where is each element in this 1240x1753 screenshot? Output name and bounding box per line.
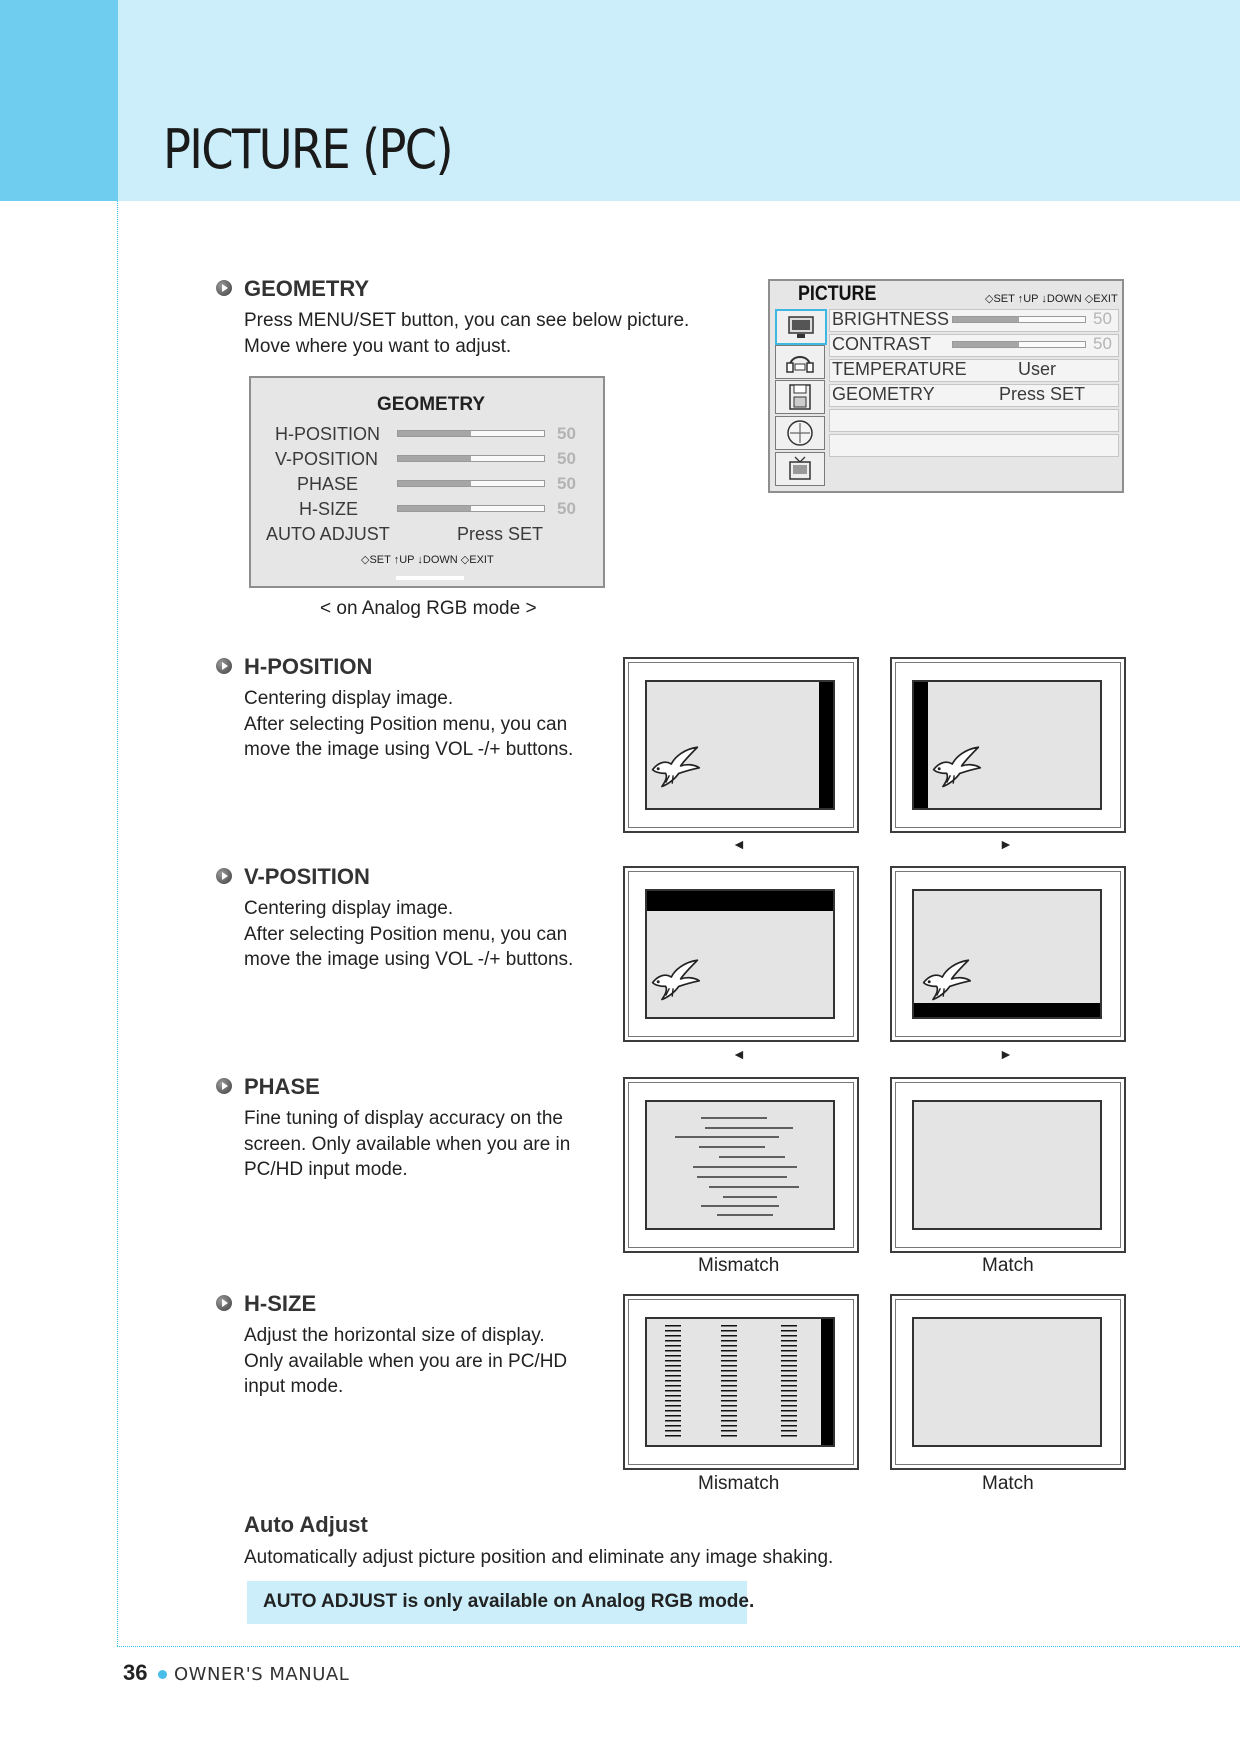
bullet-icon bbox=[216, 658, 232, 674]
h-size-description bbox=[244, 1323, 567, 1400]
h-size-slider[interactable] bbox=[397, 505, 545, 512]
phase-line-2: screen. Only available when you are in bbox=[244, 1133, 571, 1155]
hint-set: SET bbox=[369, 554, 391, 566]
geometry-description bbox=[244, 308, 689, 359]
v-position-value: 50 bbox=[557, 449, 576, 468]
hint-exit: EXIT bbox=[469, 554, 494, 566]
h-position-slider[interactable] bbox=[397, 430, 545, 437]
menu-item-contrast[interactable]: CONTRAST bbox=[832, 334, 931, 354]
h-size-mismatch-illustration bbox=[623, 1294, 859, 1470]
hint-exit: EXIT bbox=[1093, 293, 1118, 305]
brightness-value: 50 bbox=[1093, 309, 1112, 328]
bullet-icon bbox=[216, 1295, 232, 1311]
phase-line-3: PC/HD input mode. bbox=[244, 1159, 408, 1180]
hint-up: UP bbox=[399, 554, 415, 566]
picture-row-empty bbox=[829, 409, 1119, 432]
geometry-line-1: Press MENU/SET button, you can see below picture. bbox=[244, 310, 690, 331]
phase-description bbox=[244, 1106, 570, 1183]
geometry-menu bbox=[249, 376, 605, 588]
auto-adjust-title: Auto Adjust bbox=[244, 1512, 368, 1537]
h-size-stripe bbox=[721, 1325, 737, 1439]
h-position-right-illustration bbox=[890, 657, 1126, 833]
tv-icon[interactable] bbox=[775, 452, 825, 486]
h-size-line-3: input mode. bbox=[244, 1376, 344, 1397]
right-arrow-icon: ► bbox=[999, 836, 1013, 852]
auto-adjust-note: AUTO ADJUST is only available on Analog RGB mode. bbox=[263, 1591, 755, 1612]
h-size-mismatch-caption: Mismatch bbox=[698, 1473, 780, 1494]
menu-item-brightness[interactable]: BRIGHTNESS bbox=[832, 309, 950, 329]
hint-up: UP bbox=[1023, 293, 1039, 305]
menu-item-geometry[interactable]: GEOMETRY bbox=[832, 384, 935, 404]
clock-icon[interactable] bbox=[775, 416, 825, 450]
set-icon: ◇ bbox=[361, 554, 370, 566]
geometry-value: Press SET bbox=[999, 384, 1086, 404]
analog-rgb-caption: < on Analog RGB mode > bbox=[320, 598, 537, 619]
phase-match-caption: Match bbox=[982, 1255, 1034, 1276]
contrast-slider[interactable] bbox=[952, 341, 1086, 348]
h-position-left-illustration bbox=[623, 657, 859, 833]
left-arrow-icon: ◄ bbox=[732, 1046, 746, 1062]
bullet-icon bbox=[216, 868, 232, 884]
menu-item-auto-adjust[interactable]: AUTO ADJUST bbox=[266, 524, 390, 544]
bullet-icon bbox=[216, 280, 232, 296]
h-size-stripe bbox=[781, 1325, 797, 1439]
phase-mismatch-illustration bbox=[623, 1077, 859, 1253]
picture-menu-title: PICTURE bbox=[798, 282, 877, 305]
v-position-title: V-POSITION bbox=[244, 864, 370, 889]
hint-set: SET bbox=[993, 293, 1015, 305]
h-size-title: H-SIZE bbox=[244, 1291, 317, 1316]
phase-match-illustration bbox=[890, 1077, 1126, 1253]
brightness-slider[interactable] bbox=[952, 316, 1086, 323]
menu-item-v-position[interactable]: V-POSITION bbox=[275, 449, 379, 469]
picture-row-empty bbox=[829, 434, 1119, 457]
footer-dotted-line bbox=[117, 1646, 1240, 1647]
header-tab bbox=[0, 0, 118, 201]
menu-item-h-size[interactable]: H-SIZE bbox=[299, 499, 359, 519]
v-position-line-3: move the image using VOL -/+ buttons. bbox=[244, 949, 574, 970]
v-position-slider[interactable] bbox=[397, 455, 545, 462]
up-arrow-icon: ↑ bbox=[1017, 293, 1024, 305]
h-size-match-illustration bbox=[890, 1294, 1126, 1470]
v-position-line-1: Centering display image. bbox=[244, 898, 454, 919]
h-position-line-3: move the image using VOL -/+ buttons. bbox=[244, 739, 574, 760]
hint-down: DOWN bbox=[1046, 293, 1082, 305]
h-size-match-caption: Match bbox=[982, 1473, 1034, 1494]
h-size-line-1: Adjust the horizontal size of display. bbox=[244, 1325, 545, 1346]
phase-title: PHASE bbox=[244, 1074, 320, 1099]
v-position-line-2: After selecting Position menu, you can bbox=[244, 923, 568, 945]
phase-noise-lines bbox=[647, 1102, 833, 1228]
geometry-menu-hints bbox=[361, 553, 494, 566]
geometry-title: GEOMETRY bbox=[244, 276, 370, 301]
v-position-up-illustration bbox=[623, 866, 859, 1042]
temperature-value: User bbox=[1018, 359, 1057, 379]
menu-bottom-tab bbox=[396, 576, 464, 580]
margin-dotted-line bbox=[117, 201, 118, 1646]
menu-item-phase[interactable]: PHASE bbox=[297, 474, 359, 494]
monitor-icon[interactable] bbox=[775, 309, 827, 345]
menu-item-temperature[interactable]: TEMPERATURE bbox=[832, 359, 967, 379]
v-position-description bbox=[244, 896, 573, 973]
right-arrow-icon: ► bbox=[999, 1046, 1013, 1062]
down-arrow-icon: ↓ bbox=[417, 554, 423, 566]
save-icon[interactable] bbox=[775, 380, 825, 414]
menu-item-h-position[interactable]: H-POSITION bbox=[275, 424, 381, 444]
h-position-line-1: Centering display image. bbox=[244, 688, 454, 709]
h-position-description bbox=[244, 686, 573, 763]
h-size-value: 50 bbox=[557, 499, 576, 518]
contrast-value: 50 bbox=[1093, 334, 1112, 353]
geometry-menu-title: GEOMETRY bbox=[376, 394, 486, 415]
page-title: PICTURE (PC) bbox=[163, 118, 452, 181]
h-size-line-2: Only available when you are in PC/HD bbox=[244, 1350, 568, 1372]
footer-label: OWNER'S MANUAL bbox=[174, 1664, 350, 1685]
exit-icon: ◇ bbox=[1084, 293, 1094, 305]
auto-adjust-description: Automatically adjust picture position and eliminate any image shaking. bbox=[244, 1547, 834, 1568]
h-position-line-2: After selecting Position menu, you can bbox=[244, 713, 568, 735]
picture-menu-hints bbox=[985, 292, 1118, 305]
v-position-down-illustration bbox=[890, 866, 1126, 1042]
set-icon: ◇ bbox=[985, 293, 994, 305]
page-number: 36 bbox=[123, 1660, 148, 1685]
phase-value: 50 bbox=[557, 474, 576, 493]
phase-line-1: Fine tuning of display accuracy on the bbox=[244, 1108, 563, 1129]
left-arrow-icon: ◄ bbox=[732, 836, 746, 852]
auto-adjust-value[interactable]: Press SET bbox=[457, 524, 544, 544]
h-size-stripe bbox=[665, 1325, 681, 1439]
bullet-icon bbox=[216, 1078, 232, 1094]
phase-slider[interactable] bbox=[397, 480, 545, 487]
down-arrow-icon: ↓ bbox=[1041, 293, 1047, 305]
up-arrow-icon: ↑ bbox=[393, 554, 400, 566]
h-position-title: H-POSITION bbox=[244, 654, 373, 679]
footer-dot-icon bbox=[158, 1670, 167, 1679]
phase-mismatch-caption: Mismatch bbox=[698, 1255, 780, 1276]
hint-down: DOWN bbox=[422, 554, 458, 566]
h-position-value: 50 bbox=[557, 424, 576, 443]
geometry-line-2: Move where you want to adjust. bbox=[244, 335, 512, 357]
exit-icon: ◇ bbox=[460, 554, 470, 566]
sound-icon[interactable] bbox=[775, 345, 825, 379]
